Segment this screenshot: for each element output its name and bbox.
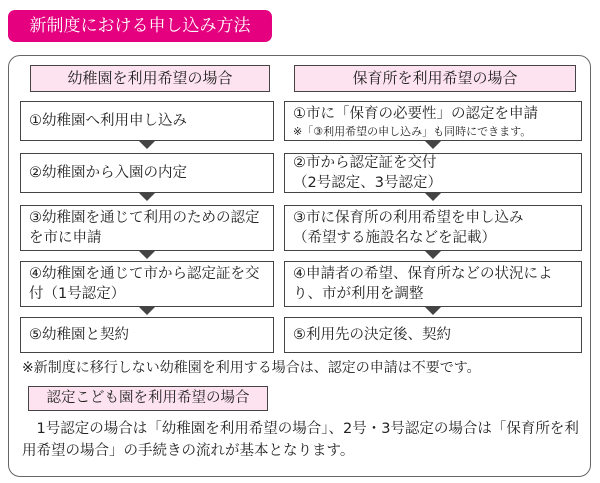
nursery-step-2: ②市から認定証を交付 （2号認定、3号認定） bbox=[284, 153, 582, 193]
kodomoen-heading: 認定こども園を利用希望の場合 bbox=[28, 386, 268, 411]
nursery-step-3: ③市に保育所の利用希望を申し込み （希望する施設名などを記載） bbox=[284, 205, 582, 251]
kindergarten-step-4: ④幼稚園を通じて市から認定証を交付（1号認定） bbox=[20, 261, 274, 307]
nursery-step-4: ④申請者の希望、保育所などの状況により、市が利用を調整 bbox=[284, 261, 582, 307]
arrow-down-icon bbox=[425, 251, 441, 259]
arrow-down-icon bbox=[425, 193, 441, 201]
section-title: 新制度における申し込み方法 bbox=[8, 10, 272, 42]
kindergarten-heading: 幼稚園を利用希望の場合 bbox=[30, 65, 270, 92]
kodomoen-description: 1号認定の場合は「幼稚園を利用希望の場合」、2号・3号認定の場合は「保育所を利用希望の場合」の手続きの流れが基本となります。 bbox=[22, 421, 579, 459]
nursery-step-5: ⑤利用先の決定後、契約 bbox=[284, 317, 582, 353]
kindergarten-step-5: ⑤幼稚園と契約 bbox=[20, 317, 274, 353]
arrow-down-icon bbox=[139, 193, 155, 201]
nursery-step-1: ①市に「保育の必要性」の認定を申請 ※「③利用希望の申し込み」も同時にできます。 bbox=[284, 101, 582, 141]
nursery-step-1-note: ※「③利用希望の申し込み」も同時にできます。 bbox=[293, 124, 532, 138]
kindergarten-step-2: ②幼稚園から入園の内定 bbox=[20, 153, 274, 193]
nursery-heading: 保育所を利用希望の場合 bbox=[294, 65, 576, 92]
arrow-down-icon bbox=[139, 141, 155, 149]
non-transition-note: ※新制度に移行しない幼稚園を利用する場合は、認定の申請は不要です。 bbox=[22, 360, 481, 376]
arrow-down-icon bbox=[425, 307, 441, 315]
arrow-down-icon bbox=[425, 141, 441, 149]
kindergarten-step-3: ③幼稚園を通じて利用のための認定を市に申請 bbox=[20, 205, 274, 251]
arrow-down-icon bbox=[139, 251, 155, 259]
arrow-down-icon bbox=[139, 307, 155, 315]
kindergarten-step-1: ①幼稚園へ利用申し込み bbox=[20, 101, 274, 141]
